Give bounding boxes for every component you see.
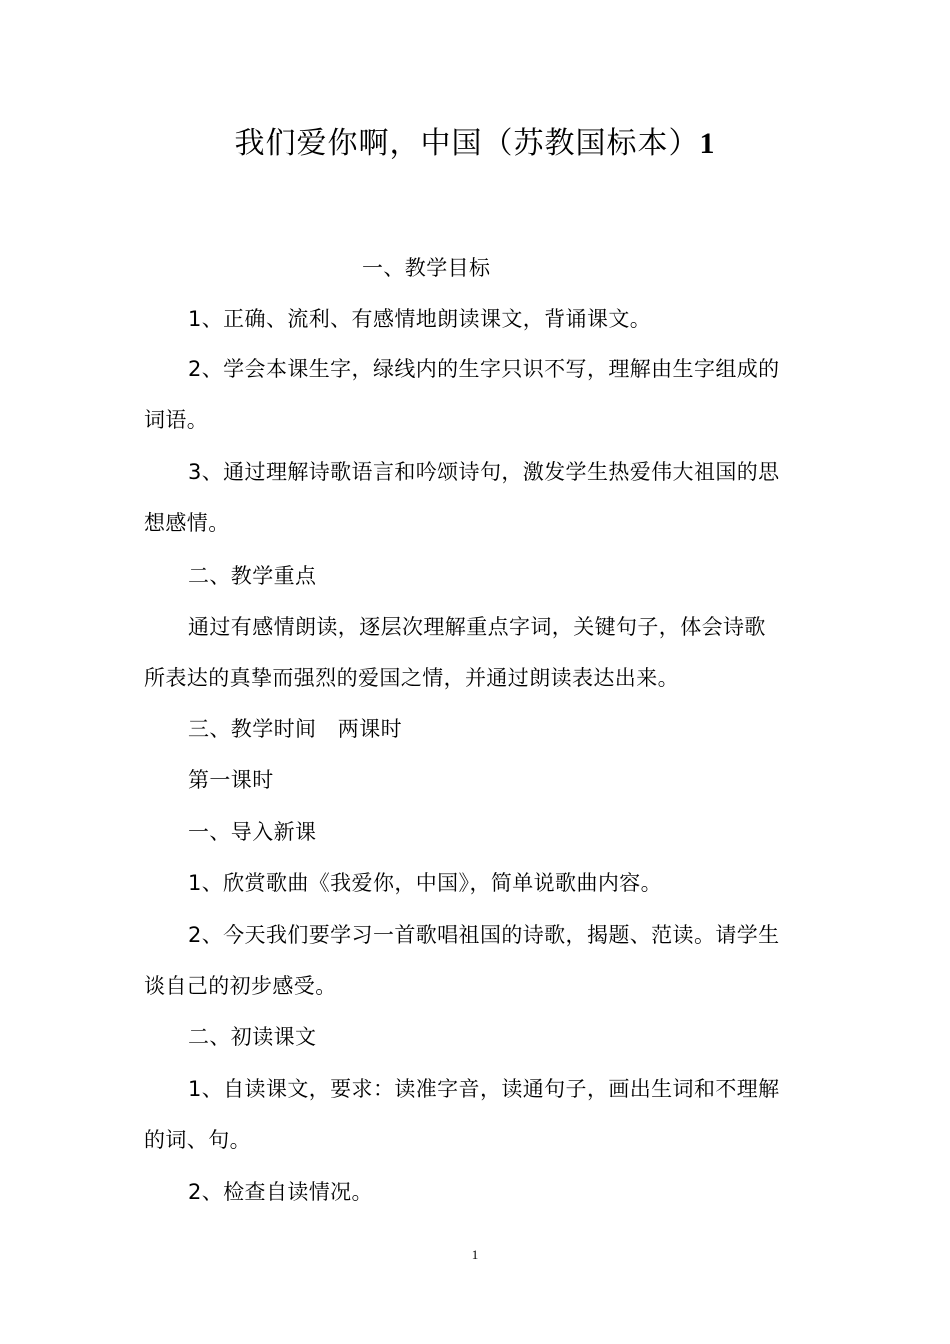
section-heading-intro: 一、导入新课 (188, 820, 317, 844)
paragraph-line: 2、今天我们要学习一首歌唱祖国的诗歌，揭题、范读。请学生 (188, 923, 780, 947)
paragraph-line: 的词、句。 (144, 1128, 251, 1152)
paragraph-line: 1、欣赏歌曲《我爱你，中国》，简单说歌曲内容。 (188, 871, 663, 895)
paragraph-line: 3、通过理解诗歌语言和吟颂诗句，激发学生热爱伟大祖国的思 (188, 460, 780, 484)
paragraph-line: 1、自读课文，要求：读准字音，读通句子，画出生词和不理解 (188, 1077, 780, 1101)
section-heading-objectives: 一、教学目标 (362, 256, 491, 280)
paragraph-line: 想感情。 (144, 511, 230, 535)
document-title (0, 122, 950, 166)
paragraph-line: 2、学会本课生字，绿线内的生字只识不写，理解由生字组成的 (188, 357, 780, 381)
paragraph-line: 谈自己的初步感受。 (144, 974, 337, 998)
section-heading-time: 三、教学时间 两课时 (188, 717, 402, 741)
paragraph-line: 2、检查自读情况。 (188, 1180, 373, 1204)
paragraph-line: 通过有感情朗读，逐层次理解重点字词，关键句子，体会诗歌 (188, 615, 766, 639)
page-number: 1 (471, 1247, 479, 1262)
paragraph-line: 1、正确、流利、有感情地朗读课文，背诵课文。 (188, 307, 652, 331)
title-number: 1 (699, 127, 716, 160)
paragraph-line: 所表达的真挚而强烈的爱国之情，并通过朗读表达出来。 (144, 666, 679, 690)
paragraph-line: 词语。 (144, 408, 209, 432)
section-heading-key-points: 二、教学重点 (188, 564, 317, 588)
section-heading-first-reading: 二、初读课文 (188, 1025, 317, 1049)
title-text: 我们爱你啊，中国（苏教国标本） (234, 126, 700, 161)
lesson-heading: 第一课时 (188, 768, 274, 792)
